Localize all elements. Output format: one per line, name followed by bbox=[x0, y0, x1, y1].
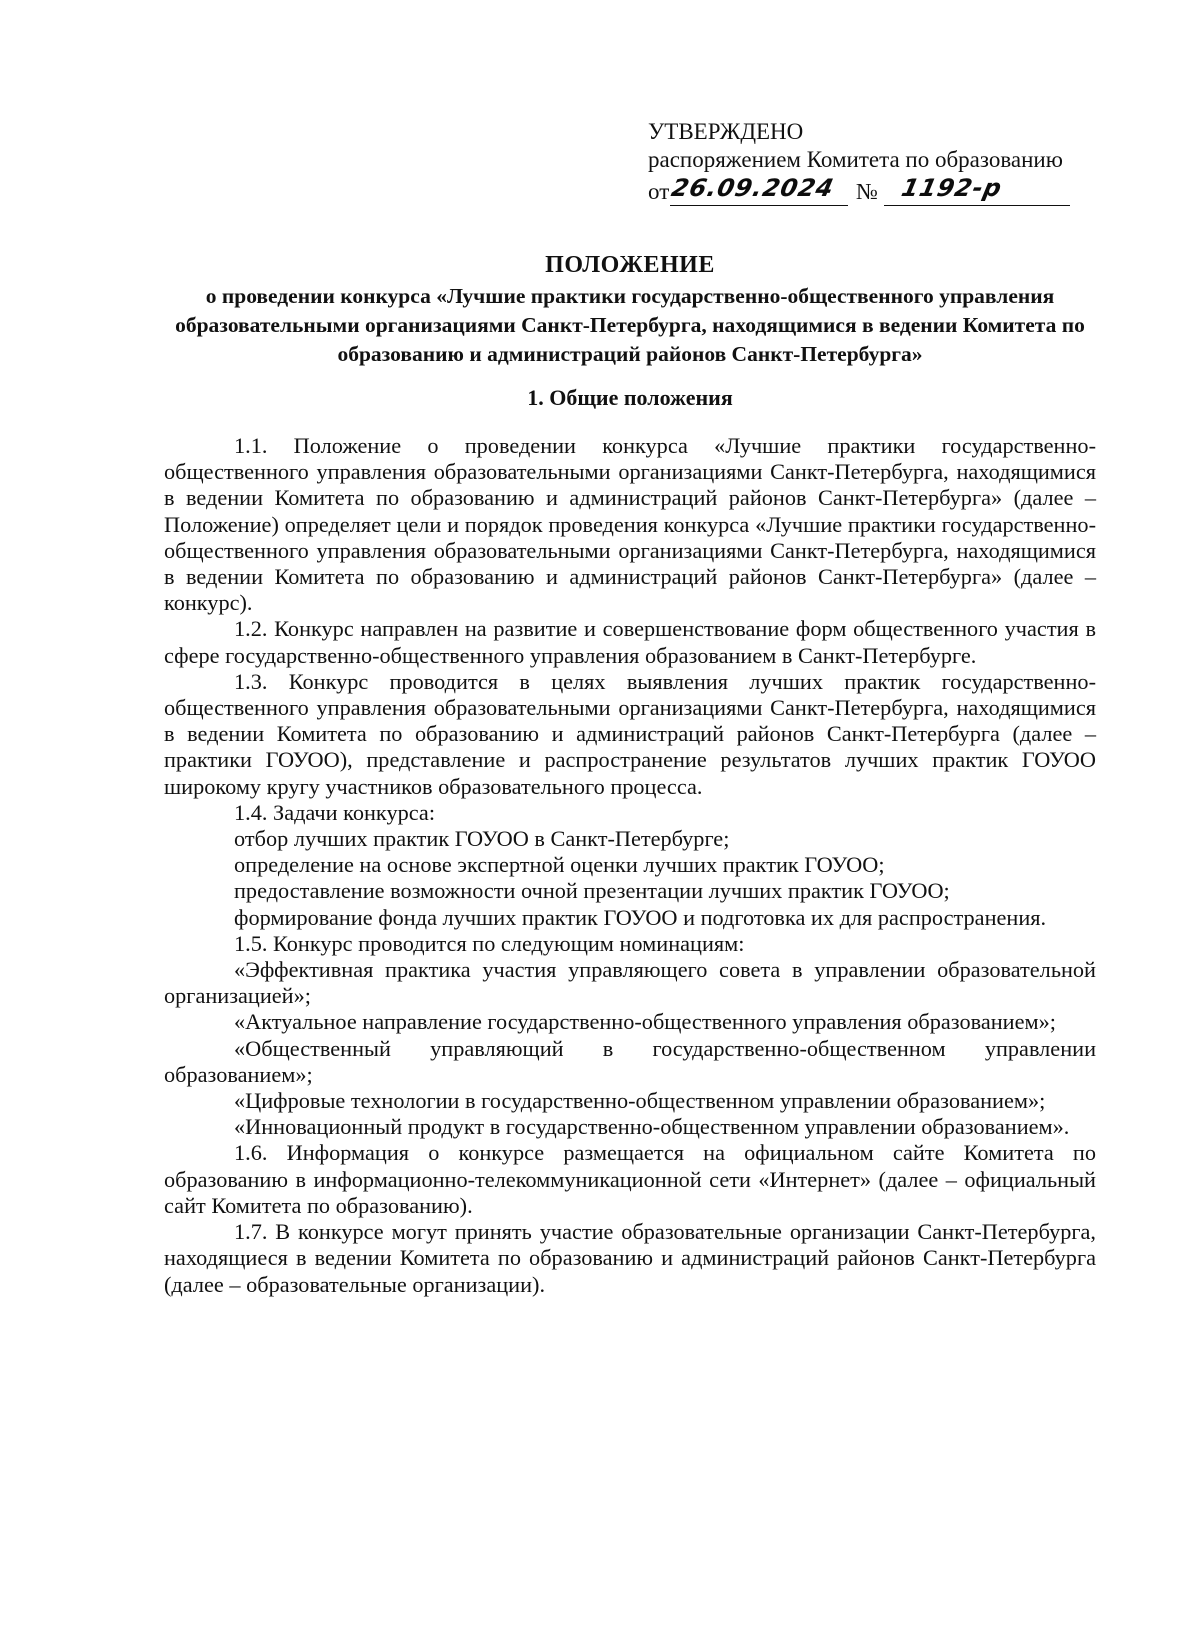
task-item: предоставление возможности очной презентации лучших практик ГОУОО; bbox=[234, 878, 950, 904]
handwritten-date: 26.09.2024 bbox=[669, 174, 837, 202]
approval-date-line bbox=[648, 174, 1088, 208]
paragraph-1-3: 1.3. Конкурс проводится в целях выявления лучших практик государственно-общественного управления образовательными организациями Санкт-Петербурга, находящимися в ведении Комитета по образованию и администраций районов Санкт-Петербурга (далее – практики ГОУОО), представление и распространение результатов лучших практик ГОУОО широкому кругу участников образовательного процесса. bbox=[164, 668, 1096, 799]
paragraph-1-1: 1.1. Положение о проведении конкурса «Лучшие практики государственно-общественного управления образовательными организациями Санкт-Петербурга, находящимися в ведении Комитета по образованию и администраций районов Санкт-Петербурга» (далее – Положение) определяет цели и порядок проведения конкурса «Лучшие практики государственно-общественного управления образовательными организациями Санкт-Петербурга, находящимися в ведении Комитета по образованию и администраций районов Санкт-Петербурга» (далее – конкурс). bbox=[164, 433, 1096, 616]
document-title: ПОЛОЖЕНИЕ bbox=[545, 252, 715, 278]
task-item: определение на основе экспертной оценки лучших практик ГОУОО; bbox=[234, 852, 885, 878]
approval-block bbox=[648, 118, 1088, 208]
date-underline bbox=[670, 205, 848, 206]
task-item: отбор лучших практик ГОУОО в Санкт-Петербурге; bbox=[234, 826, 730, 852]
nomination-item: «Инновационный продукт в государственно-общественном управлении образованием». bbox=[234, 1114, 1070, 1140]
approval-heading: УТВЕРЖДЕНО bbox=[648, 119, 804, 144]
task-item: формирование фонда лучших практик ГОУОО и подготовка их для распространения. bbox=[234, 904, 1047, 930]
document-subtitle: о проведении конкурса «Лучшие практики государственно-общественного управления образовательными организациями Санкт-Петербурга, находящимися в ведении Комитета по образованию и администраций районов Санкт-Петербурга» bbox=[175, 284, 1085, 366]
section-heading: 1. Общие положения bbox=[527, 385, 733, 410]
number-prefix: № bbox=[856, 179, 878, 204]
paragraph-1-4: 1.4. Задачи конкурса: bbox=[234, 799, 436, 825]
paragraph-1-7: 1.7. В конкурсе могут принять участие образовательные организации Санкт-Петербурга, находящиеся в ведении Комитета по образованию и администраций районов Санкт-Петербурга (далее – образовательные организации). bbox=[164, 1219, 1096, 1297]
paragraph-1-2: 1.2. Конкурс направлен на развитие и совершенствование форм общественного участия в сфере государственно-общественного управления образованием в Санкт-Петербурге. bbox=[164, 616, 1096, 668]
nomination-item: «Общественный управляющий в государственно-общественном управлении образованием»; bbox=[164, 1035, 1096, 1087]
date-prefix: от bbox=[648, 179, 670, 204]
nomination-item: «Актуальное направление государственно-общественного управления образованием»; bbox=[234, 1009, 1056, 1035]
paragraph-1-5: 1.5. Конкурс проводится по следующим номинациям: bbox=[234, 930, 745, 956]
nomination-item: «Цифровые технологии в государственно-общественном управлении образованием»; bbox=[234, 1088, 1046, 1114]
number-underline bbox=[884, 205, 1070, 206]
approval-by-line: распоряжением Комитета по образованию bbox=[648, 147, 1063, 172]
nomination-item: «Эффективная практика участия управляющего совета в управлении образовательной организацией»; bbox=[164, 957, 1096, 1009]
paragraph-1-6: 1.6. Информация о конкурсе размещается на официальном сайте Комитета по образованию в информационно-телекоммуникационной сети «Интернет» (далее – официальный сайт Комитета по образованию). bbox=[164, 1140, 1096, 1218]
section-body bbox=[164, 433, 1096, 1298]
document-title-block bbox=[160, 250, 1100, 369]
handwritten-number: 1192-р bbox=[899, 174, 1005, 202]
